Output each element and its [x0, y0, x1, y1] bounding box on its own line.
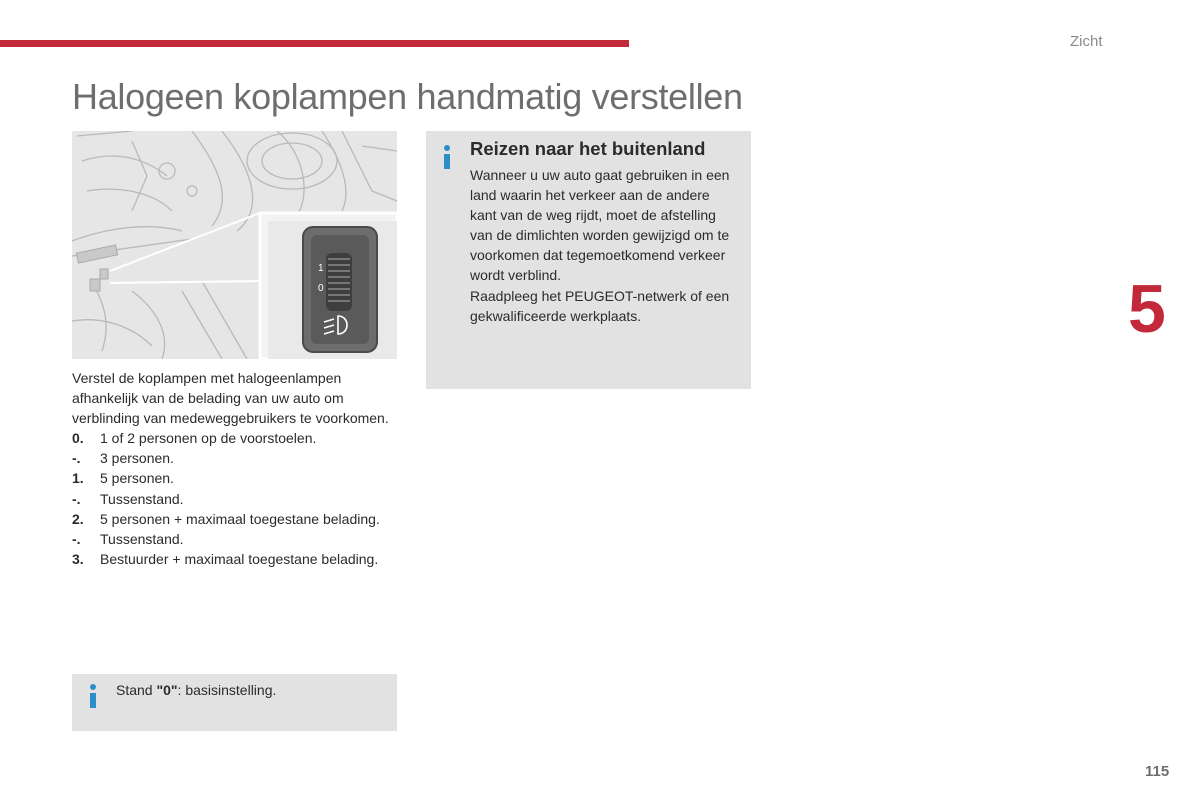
step-text: 1 of 2 personen op de voorstoelen.	[100, 430, 317, 447]
dial-label-1: 1	[318, 263, 324, 274]
note-prefix: Stand	[116, 682, 157, 698]
step-key: 1.	[72, 470, 84, 487]
list-item	[72, 428, 392, 448]
note-suffix: : basisinstelling.	[177, 682, 277, 698]
headlamp-adjuster-illustration	[72, 131, 397, 359]
instructions	[72, 368, 392, 569]
note-box-base-setting	[72, 674, 397, 731]
list-item	[72, 448, 392, 468]
header-accent-bar	[0, 40, 629, 47]
step-key: -.	[72, 450, 81, 467]
load-setting-list	[72, 428, 392, 569]
step-text: Bestuurder + maximaal toegestane belading.	[100, 550, 379, 567]
info-box-text	[470, 165, 740, 326]
list-item	[72, 549, 392, 569]
step-text: 5 personen + maximaal toegestane belading.	[100, 510, 380, 527]
step-text: 3 personen.	[100, 450, 174, 467]
step-key: -.	[72, 490, 81, 507]
info-icon	[442, 145, 452, 169]
list-item	[72, 509, 392, 529]
page-number: 115	[1145, 763, 1170, 780]
info-box-title: Reizen naar het buitenland	[470, 138, 706, 159]
step-key: 0.	[72, 430, 84, 447]
list-item	[72, 489, 392, 509]
step-text: Tussenstand.	[100, 490, 184, 507]
dashboard-drawing	[72, 131, 397, 359]
step-text: 5 personen.	[100, 470, 174, 487]
dial-label-0: 0	[318, 283, 324, 294]
chapter-number: 5	[1128, 271, 1166, 347]
info-icon	[88, 684, 98, 708]
step-key: 2.	[72, 510, 84, 527]
intro-paragraph: Verstel de koplampen met halogeenlampen afhankelijk van de belading van uw auto om verblinding van medeweggebruikers te voorkomen.	[72, 370, 389, 427]
list-item	[72, 468, 392, 488]
note-text	[116, 680, 276, 700]
list-item	[72, 529, 392, 549]
step-key: -.	[72, 530, 81, 547]
info-paragraph: Raadpleeg het PEUGEOT-netwerk of een gekwalificeerde werkplaats.	[470, 287, 730, 324]
info-paragraph: Wanneer u uw auto gaat gebruiken in een land waarin het verkeer aan de andere kant van de weg rijdt, moet de afstelling van de dimlichten worden gewijzigd om te voorkomen dat tegemoetkomend verkeer wordt verblind.	[470, 167, 730, 284]
page-title: Halogeen koplampen handmatig verstellen	[72, 76, 743, 117]
step-key: 3.	[72, 550, 84, 567]
info-box-travel-abroad	[426, 131, 751, 389]
note-emphasis: "0"	[156, 682, 178, 698]
section-label: Zicht	[1070, 33, 1103, 50]
step-text: Tussenstand.	[100, 530, 184, 547]
